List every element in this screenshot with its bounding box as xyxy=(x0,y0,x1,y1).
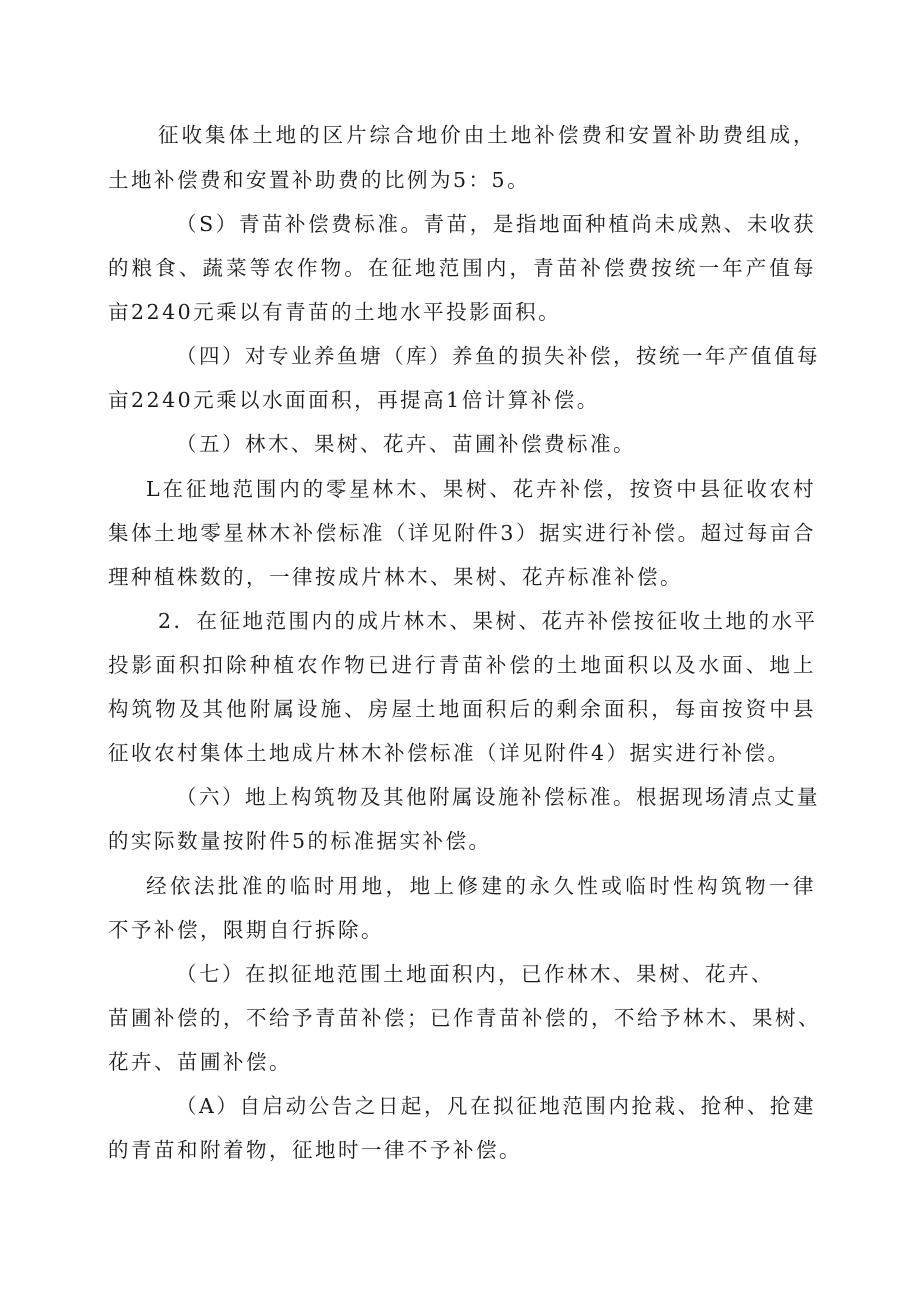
text-line: （A）自启动公告之日起，凡在拟征地范围内抢栽、抢种、抢建 xyxy=(176,1094,816,1118)
text-line: （五）林木、果树、花卉、苗圃补偿费标准。 xyxy=(176,432,636,456)
text-line: 集体土地零星林木补偿标准（详见附件3）据实进行补偿。超过每亩合 xyxy=(108,521,816,545)
text-line: （六）地上构筑物及其他附属设施补偿标准。根据现场清点丈量 xyxy=(176,785,820,809)
text-line: 理种植株数的，一律按成片林木、果树、花卉标准补偿。 xyxy=(108,565,683,589)
text-line: 征收集体土地的区片综合地价由土地补偿费和安置补助费组成， xyxy=(158,123,816,147)
text-line: 亩2240元乘以有青苗的土地水平投影面积。 xyxy=(108,300,562,324)
text-line: 的粮食、蔬菜等农作物。在征地范围内，青苗补偿费按统一年产值每 xyxy=(108,256,816,280)
text-line: 苗圃补偿的，不给予青苗补偿；已作青苗补偿的，不给予林木、果树、 xyxy=(108,1006,821,1030)
text-line: 投影面积扣除种植农作物已进行青苗补偿的土地面积以及水面、地上 xyxy=(108,653,816,677)
text-line: L在征地范围内的零星林木、果树、花卉补偿，按资中县征收农村 xyxy=(146,477,816,501)
text-line: 不予补偿，限期自行拆除。 xyxy=(108,918,384,942)
text-line: 亩2240元乘以水面面积，再提高1倍计算补偿。 xyxy=(108,388,600,412)
text-line: （S）青苗补偿费标准。青苗，是指地面种植尚未成熟、未收获 xyxy=(176,212,816,236)
text-line: （七）在拟征地范围土地面积内，已作林木、果树、花卉、 xyxy=(176,962,774,986)
text-line: （四）对专业养鱼塘（库）养鱼的损失补偿，按统一年产值值每 xyxy=(176,344,820,368)
text-line: 2．在征地范围内的成片林木、果树、花卉补偿按征收土地的水平 xyxy=(158,609,818,633)
text-line: 征收农村集体土地成片林木补偿标准（详见附件4）据实进行补偿。 xyxy=(108,741,791,765)
text-line: 土地补偿费和安置补助费的比例为5：5。 xyxy=(108,168,531,192)
text-line: 构筑物及其他附属设施、房屋土地面积后的剩余面积，每亩按资中县 xyxy=(108,697,816,721)
text-line: 的实际数量按附件5的标准据实补偿。 xyxy=(108,829,492,853)
text-line: 的青苗和附着物，征地时一律不予补偿。 xyxy=(108,1138,522,1162)
text-line: 花卉、苗圃补偿。 xyxy=(108,1050,292,1074)
text-line: 经依法批准的临时用地，地上修建的永久性或临时性构筑物一律 xyxy=(146,874,816,898)
